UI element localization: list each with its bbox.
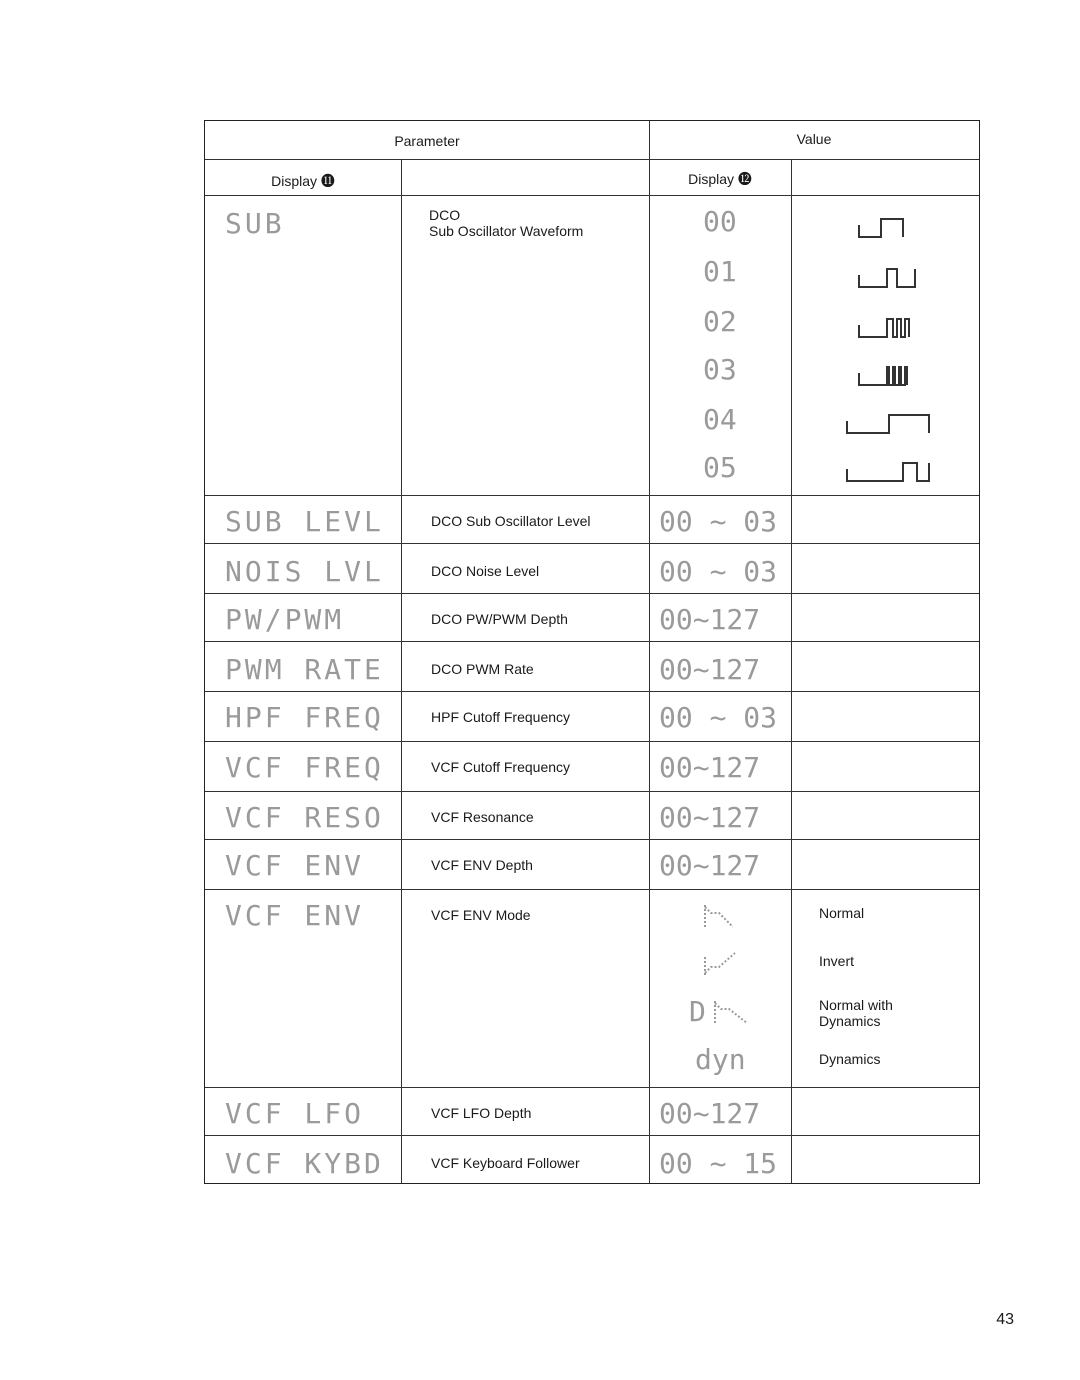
lcd-display: VCF FREQ (225, 751, 384, 784)
narrow-pulse-wave-icon (859, 319, 909, 337)
header-display-right: Display ⓬ (688, 171, 752, 187)
parameter-name: HPF Cutoff Frequency (431, 709, 571, 725)
parameter-name: VCF Cutoff Frequency (431, 759, 571, 775)
parameter-name: VCF ENV Mode (431, 907, 531, 923)
lcd-display: VCF LFO (225, 1097, 365, 1130)
lcd-display: PWM RATE (225, 653, 384, 686)
lcd-value: 05 (703, 451, 737, 484)
multi-pulse-wave-icon (859, 367, 907, 385)
mode-description: Normal (819, 905, 865, 921)
long-square-wave-icon (847, 415, 929, 433)
dynamics-envelope-icon (711, 997, 755, 1027)
lcd-display: PW/PWM (225, 603, 345, 636)
lcd-display: SUB (225, 207, 285, 240)
lcd-display: VCF KYBD (225, 1147, 384, 1180)
lcd-value: 00~127 (659, 653, 761, 686)
waveform-icons (791, 195, 979, 495)
lcd-value: 00~127 (659, 1097, 761, 1130)
lcd-value: 00 ~ 03 (659, 505, 778, 538)
parameter-name: VCF Keyboard Follower (431, 1155, 580, 1171)
parameter-name: DCO PW/PWM Depth (431, 611, 568, 627)
lcd-value: 04 (703, 403, 737, 436)
lcd-value: 00~127 (659, 801, 761, 834)
header-parameter: Parameter (394, 133, 460, 149)
lcd-display: NOIS LVL (225, 555, 384, 588)
lcd-value: 02 (703, 305, 737, 338)
lcd-value: 00 (703, 205, 737, 238)
square-wave-icon (859, 219, 903, 237)
lcd-display: VCF ENV (225, 849, 365, 882)
lcd-value: 00~127 (659, 603, 761, 636)
parameter-name: DCO PWM Rate (431, 661, 534, 677)
header-value: Value (796, 131, 832, 147)
long-pulse-wave-icon (847, 463, 929, 481)
lcd-mode-symbol: D (689, 995, 706, 1028)
header-display-left: Display ⓫ (271, 173, 335, 189)
lcd-display: VCF ENV (225, 899, 365, 932)
lcd-display: SUB LEVL (225, 505, 384, 538)
lcd-value: 00 ~ 15 (659, 1147, 778, 1180)
lcd-display: HPF FREQ (225, 701, 384, 734)
lcd-value: 03 (703, 353, 737, 386)
parameter-name: VCF Resonance (431, 809, 534, 825)
normal-envelope-icon (701, 901, 741, 931)
mode-description: Invert (819, 953, 855, 969)
lcd-mode-symbol: dyn (695, 1043, 746, 1076)
mode-description: Normal with Dynamics (819, 997, 893, 1029)
parameter-name: DCO Sub Oscillator Level (431, 513, 591, 529)
parameter-name: VCF ENV Depth (431, 857, 533, 873)
lcd-value: 00 ~ 03 (659, 555, 778, 588)
lcd-display: VCF RESO (225, 801, 384, 834)
lcd-value: 01 (703, 255, 737, 288)
page-number: 43 (996, 1311, 1014, 1328)
lcd-value: 00~127 (659, 849, 761, 882)
pulse-wave-icon (859, 269, 915, 287)
parameter-table (204, 120, 980, 1184)
lcd-value: 00 ~ 03 (659, 701, 778, 734)
mode-description: Dynamics (819, 1051, 881, 1067)
parameter-name: DCO Sub Oscillator Waveform (429, 207, 584, 239)
parameter-name: VCF LFO Depth (431, 1105, 532, 1121)
lcd-value: 00~127 (659, 751, 761, 784)
invert-envelope-icon (701, 947, 741, 977)
parameter-name: DCO Noise Level (431, 563, 540, 579)
